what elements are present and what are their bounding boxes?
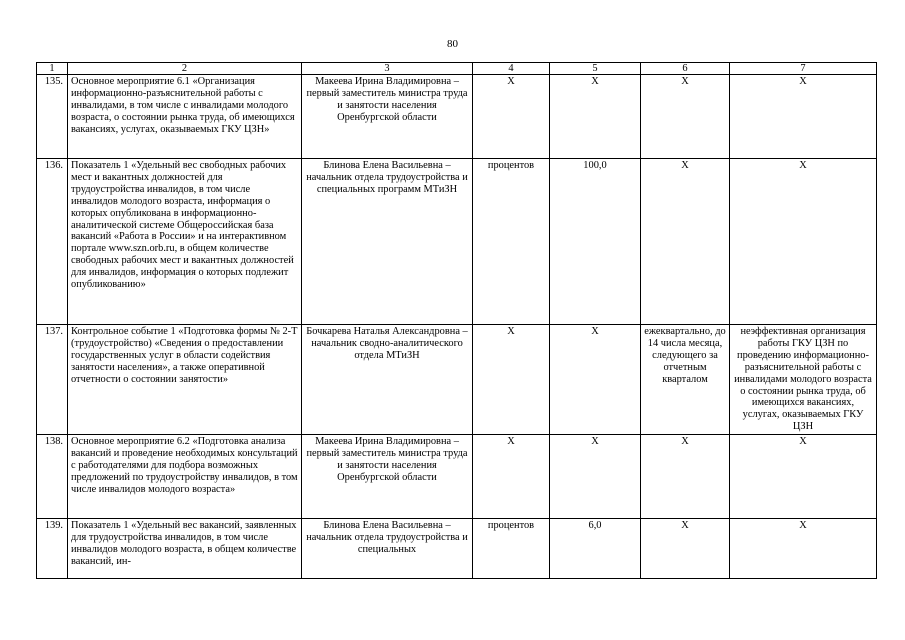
period-cell: Х xyxy=(641,75,730,159)
value-cell xyxy=(550,519,641,579)
event-description: Основное мероприятие 6.1 «Организация информационно-разъяснительной работы с инвалидами, в том числе с инвалидами молодого возраста, о состоянии рынка труда, об имеющихся вакансиях, услугах, оказываемых ГКУ ЦЗН» xyxy=(68,75,302,159)
row-number: 136. xyxy=(37,159,68,325)
page-number: 80 xyxy=(447,38,458,50)
value-cell: Х xyxy=(550,435,641,519)
period-cell: ежеквартально, до 14 числа месяца, следующего за отчетным кварталом xyxy=(641,325,730,435)
column-header: 2 xyxy=(68,63,302,75)
row-number: 135. xyxy=(37,75,68,159)
unit-cell: Х xyxy=(473,325,550,435)
responsible-person-text: Блинова Елена Васильевна – начальник отдела трудоустройства и специальных xyxy=(306,520,468,555)
row-number-text: 139. xyxy=(44,520,63,531)
unit-text: процентов xyxy=(487,520,535,531)
risk-cell: Х xyxy=(730,435,877,519)
table-row xyxy=(37,75,877,159)
table-row xyxy=(37,325,877,435)
table-row xyxy=(37,159,877,325)
risk-cell xyxy=(730,519,877,579)
period-cell xyxy=(641,519,730,579)
responsible-person: Блинова Елена Васильевна – начальник отдела трудоустройства и специальных программ МТиЗН xyxy=(302,159,473,325)
responsible-person: Макеева Ирина Владимировна – первый заместитель министра труда и занятости населения Оренбургской области xyxy=(302,435,473,519)
unit-cell: Х xyxy=(473,435,550,519)
event-description-text: Показатель 1 «Удельный вес вакансий, заявленных для трудоустройства инвалидов, в том числе инвалидов молодого возраста, в общем количестве вакансий, ин- xyxy=(71,520,297,567)
column-header: 5 xyxy=(550,63,641,75)
value-cell: Х xyxy=(550,75,641,159)
column-header: 3 xyxy=(302,63,473,75)
responsible-person xyxy=(302,519,473,579)
event-description: Основное мероприятие 6.2 «Подготовка анализа вакансий и проведение необходимых консультаций с работодателями для подбора возможных предложений по трудоустройству инвалидов, в том числе инвалидов молодого возраста» xyxy=(68,435,302,519)
table-row xyxy=(37,435,877,519)
table-header xyxy=(37,63,877,75)
column-header: 1 xyxy=(37,63,68,75)
plan-table xyxy=(36,62,877,579)
table-row xyxy=(37,519,877,579)
value-cell: 100,0 xyxy=(550,159,641,325)
row-number xyxy=(37,519,68,579)
risk-cell: неэффективная организация работы ГКУ ЦЗН по проведению информационно-разъяснительной работы с инвалидами молодого возраста о состоянии рынка труда, об имеющихся вакансиях, услугах, оказываемых ГКУ ЦЗН xyxy=(730,325,877,435)
responsible-person: Бочкарева Наталья Александровна – начальник сводно-аналитического отдела МТиЗН xyxy=(302,325,473,435)
column-header: 4 xyxy=(473,63,550,75)
risk-text: Х xyxy=(799,520,807,531)
period-text: Х xyxy=(681,520,689,531)
risk-cell: Х xyxy=(730,159,877,325)
responsible-person: Макеева Ирина Владимировна – первый заместитель министра труда и занятости населения Оренбургской области xyxy=(302,75,473,159)
value-text: 6,0 xyxy=(588,520,602,531)
value-cell: Х xyxy=(550,325,641,435)
event-description xyxy=(68,519,302,579)
unit-cell xyxy=(473,519,550,579)
unit-cell: Х xyxy=(473,75,550,159)
risk-cell: Х xyxy=(730,75,877,159)
column-header: 7 xyxy=(730,63,877,75)
period-cell: Х xyxy=(641,159,730,325)
event-description: Контрольное событие 1 «Подготовка формы № 2-Т (трудоустройство) «Сведения о предоставлении государственных услуг в области содействия занятости населения», а также оперативной отчетности о состоянии занятости» xyxy=(68,325,302,435)
event-description: Показатель 1 «Удельный вес свободных рабочих мест и вакантных должностей для трудоустройства инвалидов, в том числе инвалидов молодого возраста, информация о которых опубликована в информационно-аналитической системе Общероссийская база вакансий «Работа в России» и на интерактивном портале www.szn.orb.ru, в общем количестве свободных рабочих мест и вакантных должностей для инвалидов, информация о которых подлежит опубликованию» xyxy=(68,159,302,325)
row-number: 137. xyxy=(37,325,68,435)
row-number: 138. xyxy=(37,435,68,519)
unit-cell: процентов xyxy=(473,159,550,325)
period-cell: Х xyxy=(641,435,730,519)
column-header: 6 xyxy=(641,63,730,75)
